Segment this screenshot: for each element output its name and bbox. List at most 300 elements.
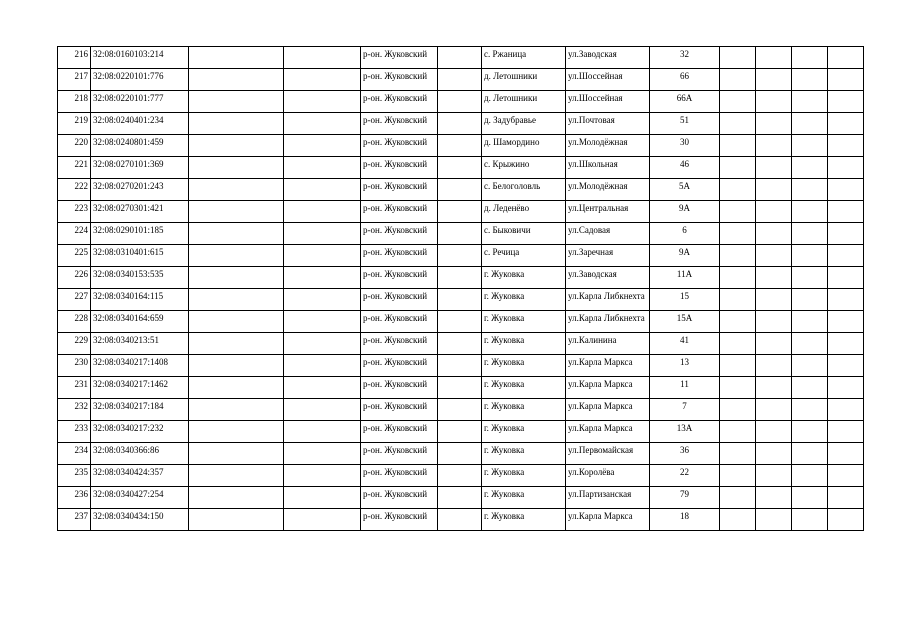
- blank-cell: [756, 47, 792, 69]
- row-number: 234: [58, 443, 91, 465]
- blank-cell: [438, 91, 482, 113]
- blank-cell: [189, 509, 284, 531]
- district: р-он. Жуковский: [361, 69, 438, 91]
- cadastral-number: 32:08:0340427:254: [91, 487, 189, 509]
- locality: с. Быковичи: [482, 223, 566, 245]
- blank-cell: [438, 267, 482, 289]
- district: р-он. Жуковский: [361, 47, 438, 69]
- blank-cell: [720, 245, 756, 267]
- district: р-он. Жуковский: [361, 157, 438, 179]
- blank-cell: [284, 223, 361, 245]
- cadastral-number: 32:08:0340366:86: [91, 443, 189, 465]
- blank-cell: [284, 289, 361, 311]
- blank-cell: [189, 355, 284, 377]
- blank-cell: [189, 333, 284, 355]
- house-number: 66: [650, 69, 720, 91]
- blank-cell: [792, 69, 828, 91]
- row-number: 216: [58, 47, 91, 69]
- row-number: 237: [58, 509, 91, 531]
- blank-cell: [792, 157, 828, 179]
- street: ул.Шоссейная: [566, 69, 650, 91]
- street: ул.Шоссейная: [566, 91, 650, 113]
- blank-cell: [438, 421, 482, 443]
- house-number: 5А: [650, 179, 720, 201]
- street: ул.Садовая: [566, 223, 650, 245]
- table-body: [58, 47, 864, 531]
- blank-cell: [792, 399, 828, 421]
- table-row: [58, 421, 864, 443]
- cadastral-number: 32:08:0240401:234: [91, 113, 189, 135]
- blank-cell: [284, 333, 361, 355]
- row-number: 219: [58, 113, 91, 135]
- cadastral-number: 32:08:0340434:150: [91, 509, 189, 531]
- blank-cell: [720, 509, 756, 531]
- locality: с. Речица: [482, 245, 566, 267]
- district: р-он. Жуковский: [361, 487, 438, 509]
- cadastral-number: 32:08:0160103:214: [91, 47, 189, 69]
- blank-cell: [720, 421, 756, 443]
- blank-cell: [284, 47, 361, 69]
- blank-cell: [438, 223, 482, 245]
- table-row: [58, 267, 864, 289]
- district: р-он. Жуковский: [361, 443, 438, 465]
- cadastral-number: 32:08:0340217:1408: [91, 355, 189, 377]
- blank-cell: [284, 355, 361, 377]
- blank-cell: [189, 47, 284, 69]
- cadastral-number: 32:08:0310401:615: [91, 245, 189, 267]
- row-number: 223: [58, 201, 91, 223]
- blank-cell: [756, 487, 792, 509]
- blank-cell: [756, 179, 792, 201]
- blank-cell: [756, 333, 792, 355]
- blank-cell: [284, 509, 361, 531]
- blank-cell: [756, 399, 792, 421]
- blank-cell: [792, 223, 828, 245]
- blank-cell: [189, 223, 284, 245]
- cadastral-number: 32:08:0340153:535: [91, 267, 189, 289]
- blank-cell: [720, 267, 756, 289]
- cadastral-number: 32:08:0270201:243: [91, 179, 189, 201]
- blank-cell: [720, 179, 756, 201]
- blank-cell: [189, 245, 284, 267]
- district: р-он. Жуковский: [361, 289, 438, 311]
- blank-cell: [756, 201, 792, 223]
- blank-cell: [720, 223, 756, 245]
- house-number: 18: [650, 509, 720, 531]
- blank-cell: [792, 289, 828, 311]
- house-number: 22: [650, 465, 720, 487]
- house-number: 7: [650, 399, 720, 421]
- table-row: [58, 113, 864, 135]
- locality: г. Жуковка: [482, 421, 566, 443]
- row-number: 221: [58, 157, 91, 179]
- house-number: 11А: [650, 267, 720, 289]
- blank-cell: [828, 91, 864, 113]
- street: ул.Заводская: [566, 47, 650, 69]
- blank-cell: [792, 135, 828, 157]
- street: ул.Карла Маркса: [566, 377, 650, 399]
- blank-cell: [828, 289, 864, 311]
- blank-cell: [828, 113, 864, 135]
- blank-cell: [720, 69, 756, 91]
- blank-cell: [828, 69, 864, 91]
- blank-cell: [792, 487, 828, 509]
- district: р-он. Жуковский: [361, 201, 438, 223]
- row-number: 218: [58, 91, 91, 113]
- blank-cell: [828, 201, 864, 223]
- house-number: 9А: [650, 245, 720, 267]
- blank-cell: [720, 443, 756, 465]
- blank-cell: [756, 223, 792, 245]
- locality: д. Летошники: [482, 91, 566, 113]
- table-row: [58, 135, 864, 157]
- row-number: 231: [58, 377, 91, 399]
- locality: д. Задубравье: [482, 113, 566, 135]
- cadastral-number: 32:08:0340217:232: [91, 421, 189, 443]
- blank-cell: [284, 487, 361, 509]
- street: ул.Королёва: [566, 465, 650, 487]
- row-number: 227: [58, 289, 91, 311]
- blank-cell: [438, 289, 482, 311]
- blank-cell: [828, 443, 864, 465]
- blank-cell: [284, 113, 361, 135]
- blank-cell: [189, 113, 284, 135]
- blank-cell: [720, 289, 756, 311]
- blank-cell: [284, 157, 361, 179]
- locality: д. Летошники: [482, 69, 566, 91]
- blank-cell: [189, 289, 284, 311]
- row-number: 222: [58, 179, 91, 201]
- locality: д. Леденёво: [482, 201, 566, 223]
- blank-cell: [828, 377, 864, 399]
- district: р-он. Жуковский: [361, 333, 438, 355]
- blank-cell: [189, 91, 284, 113]
- locality: г. Жуковка: [482, 399, 566, 421]
- blank-cell: [189, 465, 284, 487]
- table-row: [58, 443, 864, 465]
- row-number: 226: [58, 267, 91, 289]
- blank-cell: [284, 311, 361, 333]
- district: р-он. Жуковский: [361, 399, 438, 421]
- table-row: [58, 311, 864, 333]
- district: р-он. Жуковский: [361, 91, 438, 113]
- district: р-он. Жуковский: [361, 267, 438, 289]
- blank-cell: [438, 245, 482, 267]
- blank-cell: [720, 157, 756, 179]
- locality: г. Жуковка: [482, 443, 566, 465]
- table-row: [58, 355, 864, 377]
- row-number: 228: [58, 311, 91, 333]
- blank-cell: [792, 509, 828, 531]
- row-number: 224: [58, 223, 91, 245]
- blank-cell: [828, 47, 864, 69]
- blank-cell: [720, 355, 756, 377]
- blank-cell: [828, 399, 864, 421]
- blank-cell: [438, 47, 482, 69]
- cadastral-number: 32:08:0220101:777: [91, 91, 189, 113]
- blank-cell: [720, 465, 756, 487]
- house-number: 46: [650, 157, 720, 179]
- row-number: 225: [58, 245, 91, 267]
- house-number: 15А: [650, 311, 720, 333]
- blank-cell: [284, 267, 361, 289]
- district: р-он. Жуковский: [361, 377, 438, 399]
- blank-cell: [284, 69, 361, 91]
- cadastral-number: 32:08:0270101:369: [91, 157, 189, 179]
- table-row: [58, 487, 864, 509]
- blank-cell: [189, 377, 284, 399]
- blank-cell: [438, 487, 482, 509]
- row-number: 232: [58, 399, 91, 421]
- table-row: [58, 179, 864, 201]
- blank-cell: [438, 179, 482, 201]
- blank-cell: [756, 157, 792, 179]
- district: р-он. Жуковский: [361, 465, 438, 487]
- locality: г. Жуковка: [482, 355, 566, 377]
- blank-cell: [792, 421, 828, 443]
- street: ул.Школьная: [566, 157, 650, 179]
- blank-cell: [828, 245, 864, 267]
- blank-cell: [720, 377, 756, 399]
- locality: г. Жуковка: [482, 509, 566, 531]
- blank-cell: [792, 267, 828, 289]
- street: ул.Карла Маркса: [566, 355, 650, 377]
- blank-cell: [720, 91, 756, 113]
- blank-cell: [284, 465, 361, 487]
- blank-cell: [792, 113, 828, 135]
- cadastral-number: 32:08:0240801:459: [91, 135, 189, 157]
- blank-cell: [438, 355, 482, 377]
- blank-cell: [284, 179, 361, 201]
- blank-cell: [756, 421, 792, 443]
- blank-cell: [284, 443, 361, 465]
- blank-cell: [284, 135, 361, 157]
- blank-cell: [828, 487, 864, 509]
- street: ул.Карла Маркса: [566, 421, 650, 443]
- row-number: 235: [58, 465, 91, 487]
- blank-cell: [792, 91, 828, 113]
- cadastral-number: 32:08:0340217:184: [91, 399, 189, 421]
- street: ул.Партизанская: [566, 487, 650, 509]
- street: ул.Молодёжная: [566, 135, 650, 157]
- cadastral-number: 32:08:0340164:659: [91, 311, 189, 333]
- street: ул.Центральная: [566, 201, 650, 223]
- blank-cell: [756, 465, 792, 487]
- blank-cell: [189, 421, 284, 443]
- cadastral-number: 32:08:0220101:776: [91, 69, 189, 91]
- house-number: 79: [650, 487, 720, 509]
- street: ул.Молодёжная: [566, 179, 650, 201]
- blank-cell: [828, 223, 864, 245]
- blank-cell: [756, 289, 792, 311]
- blank-cell: [792, 465, 828, 487]
- registry-table: [57, 46, 864, 531]
- locality: с. Ржаница: [482, 47, 566, 69]
- blank-cell: [828, 355, 864, 377]
- house-number: 66А: [650, 91, 720, 113]
- table-row: [58, 399, 864, 421]
- blank-cell: [720, 399, 756, 421]
- blank-cell: [189, 69, 284, 91]
- locality: г. Жуковка: [482, 333, 566, 355]
- blank-cell: [792, 333, 828, 355]
- blank-cell: [438, 113, 482, 135]
- row-number: 233: [58, 421, 91, 443]
- blank-cell: [756, 91, 792, 113]
- cadastral-number: 32:08:0270301:421: [91, 201, 189, 223]
- blank-cell: [720, 113, 756, 135]
- blank-cell: [284, 245, 361, 267]
- blank-cell: [756, 377, 792, 399]
- blank-cell: [438, 465, 482, 487]
- blank-cell: [792, 245, 828, 267]
- district: р-он. Жуковский: [361, 223, 438, 245]
- blank-cell: [720, 487, 756, 509]
- blank-cell: [438, 157, 482, 179]
- house-number: 13А: [650, 421, 720, 443]
- district: р-он. Жуковский: [361, 509, 438, 531]
- blank-cell: [756, 443, 792, 465]
- blank-cell: [828, 135, 864, 157]
- cadastral-number: 32:08:0340424:357: [91, 465, 189, 487]
- table-row: [58, 333, 864, 355]
- row-number: 220: [58, 135, 91, 157]
- blank-cell: [720, 311, 756, 333]
- street: ул.Заводская: [566, 267, 650, 289]
- blank-cell: [284, 421, 361, 443]
- blank-cell: [828, 421, 864, 443]
- house-number: 6: [650, 223, 720, 245]
- blank-cell: [438, 399, 482, 421]
- blank-cell: [438, 69, 482, 91]
- blank-cell: [189, 399, 284, 421]
- blank-cell: [189, 135, 284, 157]
- locality: д. Шамордино: [482, 135, 566, 157]
- house-number: 15: [650, 289, 720, 311]
- blank-cell: [828, 311, 864, 333]
- table-row: [58, 91, 864, 113]
- house-number: 9А: [650, 201, 720, 223]
- cadastral-number: 32:08:0290101:185: [91, 223, 189, 245]
- table-row: [58, 377, 864, 399]
- street: ул.Карла Маркса: [566, 399, 650, 421]
- blank-cell: [189, 311, 284, 333]
- district: р-он. Жуковский: [361, 311, 438, 333]
- blank-cell: [438, 377, 482, 399]
- blank-cell: [792, 377, 828, 399]
- blank-cell: [284, 91, 361, 113]
- street: ул.Первомайская: [566, 443, 650, 465]
- locality: г. Жуковка: [482, 267, 566, 289]
- table-row: [58, 465, 864, 487]
- blank-cell: [828, 179, 864, 201]
- street: ул.Карла Либкнехта: [566, 289, 650, 311]
- blank-cell: [720, 47, 756, 69]
- blank-cell: [438, 135, 482, 157]
- blank-cell: [792, 201, 828, 223]
- blank-cell: [438, 443, 482, 465]
- blank-cell: [189, 179, 284, 201]
- table-row: [58, 47, 864, 69]
- blank-cell: [720, 333, 756, 355]
- blank-cell: [756, 355, 792, 377]
- street: ул.Карла Либкнехта: [566, 311, 650, 333]
- blank-cell: [756, 135, 792, 157]
- blank-cell: [828, 157, 864, 179]
- cadastral-number: 32:08:0340217:1462: [91, 377, 189, 399]
- blank-cell: [189, 267, 284, 289]
- blank-cell: [828, 267, 864, 289]
- blank-cell: [438, 509, 482, 531]
- street: ул.Заречная: [566, 245, 650, 267]
- house-number: 32: [650, 47, 720, 69]
- blank-cell: [438, 201, 482, 223]
- district: р-он. Жуковский: [361, 421, 438, 443]
- blank-cell: [189, 201, 284, 223]
- table-row: [58, 69, 864, 91]
- blank-cell: [792, 179, 828, 201]
- table-row: [58, 509, 864, 531]
- blank-cell: [828, 465, 864, 487]
- blank-cell: [756, 245, 792, 267]
- blank-cell: [756, 267, 792, 289]
- district: р-он. Жуковский: [361, 179, 438, 201]
- row-number: 229: [58, 333, 91, 355]
- house-number: 41: [650, 333, 720, 355]
- table-row: [58, 157, 864, 179]
- blank-cell: [189, 487, 284, 509]
- cadastral-number: 32:08:0340213:51: [91, 333, 189, 355]
- blank-cell: [792, 47, 828, 69]
- table-row: [58, 289, 864, 311]
- street: ул.Карла Маркса: [566, 509, 650, 531]
- blank-cell: [756, 311, 792, 333]
- blank-cell: [284, 377, 361, 399]
- blank-cell: [756, 113, 792, 135]
- street: ул.Калинина: [566, 333, 650, 355]
- house-number: 30: [650, 135, 720, 157]
- blank-cell: [438, 311, 482, 333]
- cadastral-number: 32:08:0340164:115: [91, 289, 189, 311]
- blank-cell: [720, 135, 756, 157]
- locality: с. Крыжино: [482, 157, 566, 179]
- district: р-он. Жуковский: [361, 135, 438, 157]
- district: р-он. Жуковский: [361, 113, 438, 135]
- house-number: 51: [650, 113, 720, 135]
- row-number: 230: [58, 355, 91, 377]
- blank-cell: [720, 201, 756, 223]
- house-number: 13: [650, 355, 720, 377]
- table-row: [58, 223, 864, 245]
- blank-cell: [284, 399, 361, 421]
- street: ул.Почтовая: [566, 113, 650, 135]
- blank-cell: [189, 443, 284, 465]
- district: р-он. Жуковский: [361, 355, 438, 377]
- blank-cell: [756, 509, 792, 531]
- blank-cell: [756, 69, 792, 91]
- locality: г. Жуковка: [482, 311, 566, 333]
- locality: г. Жуковка: [482, 289, 566, 311]
- blank-cell: [828, 333, 864, 355]
- row-number: 236: [58, 487, 91, 509]
- blank-cell: [189, 157, 284, 179]
- locality: г. Жуковка: [482, 465, 566, 487]
- blank-cell: [792, 443, 828, 465]
- locality: г. Жуковка: [482, 377, 566, 399]
- locality: г. Жуковка: [482, 487, 566, 509]
- row-number: 217: [58, 69, 91, 91]
- blank-cell: [828, 509, 864, 531]
